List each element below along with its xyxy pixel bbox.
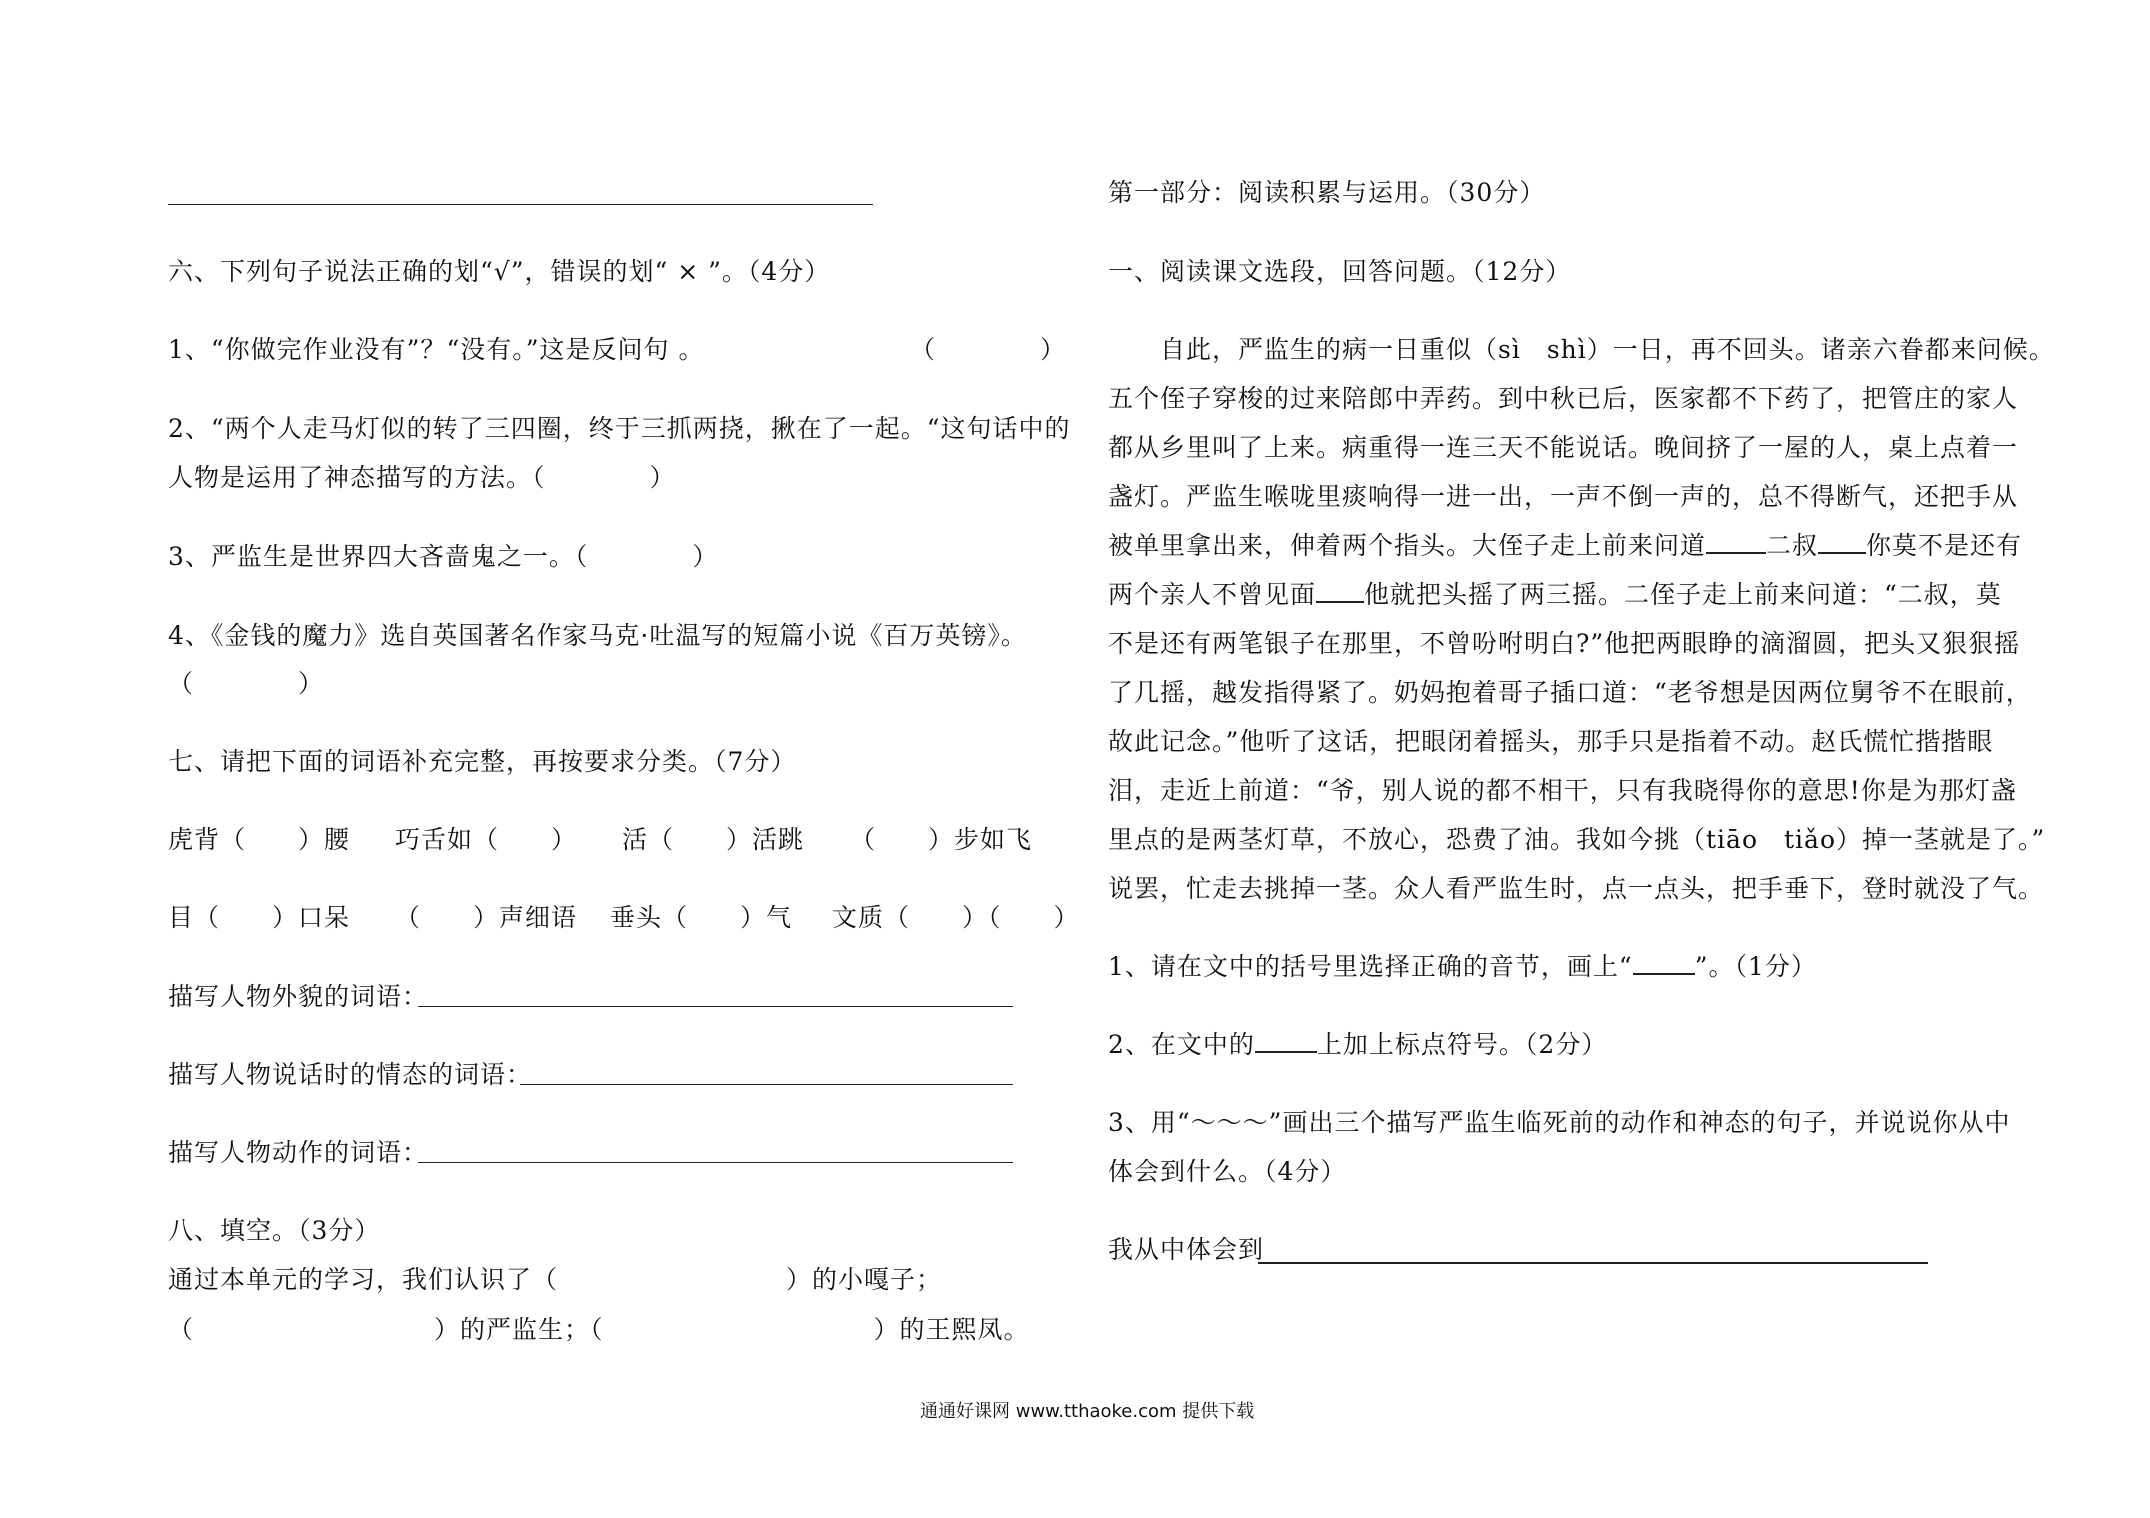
category-action-label: 描写人物动作的词语：	[168, 1138, 429, 1167]
footer-credit: 通通好课网 www.tthaoke.com 提供下载	[920, 1401, 1255, 1422]
passage-line-6: 两个亲人不曾见面 他就把头摇了两三摇。二侄子走上前来问道：“二叔，莫	[1108, 580, 2002, 609]
passage-line-2: 五个侄子穿梭的过来陪郎中弄药。到中秋已后，医家都不下药了，把管庄的家人	[1108, 384, 2019, 413]
idiom-3: 活（ ）活跳	[622, 825, 805, 854]
passage-line-7: 不是还有两笔银子在那里，不曾吩咐明白?”他把两眼睁的滴溜圆，把头又狠狠摇	[1108, 629, 2021, 658]
category-speech-label: 描写人物说话时的情态的词语：	[168, 1060, 533, 1089]
passage-line-4: 盏灯。严监生喉咙里痰响得一进一出，一声不倒一声的，总不得断气，还把手从	[1108, 482, 2019, 511]
idiom-7: 垂头（ ）气	[610, 903, 793, 932]
s6-question-4-line2: （ ）	[168, 669, 325, 698]
s6-question-4-line1: 4、《金钱的魔力》选自英国著名作家马克·吐温写的短篇小说《百万英镑》。	[168, 621, 1027, 650]
punctuation-blank	[1316, 579, 1364, 603]
answer-label: 我从中体会到	[1108, 1235, 1265, 1264]
s6-question-1-paren: （ ）	[910, 335, 1067, 364]
category-appearance-line	[418, 1006, 1013, 1007]
passage-line-8: 了几摇，越发指得紧了。奶妈抱着哥子插口道：“老爷想是因两位舅爷不在眼前，	[1108, 678, 2032, 707]
s8-line-1-end: ）的小嘎子；	[786, 1265, 943, 1294]
passage-line-12: 说罢，忙走去挑掉一茎。众人看严监生时，点一点头，把手垂下，登时就没了气。	[1108, 874, 2045, 903]
underline-sample	[1255, 1029, 1317, 1053]
s8-line-1-start: 通过本单元的学习，我们认识了（	[168, 1265, 559, 1294]
top-answer-line	[168, 204, 873, 205]
reading-question-1: 1、请在文中的括号里选择正确的音节，画上“ ”。（1分）	[1108, 952, 1817, 981]
s8-line-2-end: ）的王熙凤。	[873, 1315, 1030, 1344]
punctuation-blank	[1706, 530, 1766, 554]
answer-line	[1258, 1262, 1928, 1264]
s6-question-2-line2: 人物是运用了神态描写的方法。（ ）	[168, 463, 676, 492]
underline-sample	[1633, 951, 1695, 975]
passage-line-5: 被单里拿出来，伸着两个指头。大侄子走上前来问道 二叔 你莫不是还有	[1108, 531, 2023, 560]
s6-question-1: 1、“你做完作业没有”？“没有。”这是反问句 。	[168, 335, 705, 364]
reading-question-3-line2: 体会到什么。（4分）	[1108, 1157, 1347, 1186]
s8-line-1	[168, 1263, 942, 1297]
section-7-heading: 七、请把下面的词语补充完整，再按要求分类。（7分）	[168, 747, 797, 776]
punctuation-blank	[1818, 530, 1866, 554]
idiom-4: （ ）步如飞	[850, 825, 1033, 854]
idiom-2: 巧舌如（ ）	[395, 825, 578, 854]
section-8-heading: 八、填空。（3分）	[168, 1216, 381, 1245]
reading-question-3-line1: 3、用“～～～”画出三个描写严监生临死前的动作和神态的句子，并说说你从中	[1108, 1108, 2011, 1137]
category-appearance-label: 描写人物外貌的词语：	[168, 982, 429, 1011]
idiom-8: 文质（ ）（ ）	[832, 903, 1080, 932]
category-action-line	[418, 1162, 1013, 1163]
passage-line-3: 都从乡里叫了上来。病重得一连三天不能说话。晚间挤了一屋的人，桌上点着一	[1108, 433, 2019, 462]
s8-line-2	[168, 1313, 1030, 1347]
s8-line-2-mid: ）的严监生；（	[434, 1315, 604, 1344]
category-speech-line	[520, 1084, 1013, 1085]
idiom-1: 虎背（ ）腰	[168, 825, 351, 854]
passage-line-9: 故此记念。”他听了这话，把眼闭着摇头，那手只是指着不动。赵氏慌忙揩揩眼	[1108, 727, 1994, 756]
passage-line-1: 自此，严监生的病一日重似（sì shì）一日，再不回头。诸亲六眷都来问候。	[1108, 335, 2055, 364]
s6-question-3: 3、严监生是世界四大吝啬鬼之一。（ ）	[168, 542, 719, 571]
s6-question-2-line1: 2、“两个人走马灯似的转了三四圈，终于三抓两挠，揪在了一起。“这句话中的	[168, 414, 1071, 443]
passage-line-10: 泪，走近上前道：“爷，别人说的都不相干，只有我晓得你的意思!你是为那灯盏	[1108, 776, 2017, 805]
idiom-5: 目（ ）口呆	[168, 903, 351, 932]
idiom-6: （ ）声细语	[395, 903, 578, 932]
reading-section-heading: 一、阅读课文选段，回答问题。（12分）	[1108, 257, 1572, 286]
section-6-heading: 六、下列句子说法正确的划“√”，错误的划“ × ”。（4分）	[168, 257, 831, 286]
part-1-heading: 第一部分：阅读积累与运用。（30分）	[1108, 178, 1546, 207]
passage-line-11: 里点的是两茎灯草，不放心，恐费了油。我如今挑（tiāo tiǎo）掉一茎就是了。”	[1108, 825, 2046, 854]
reading-question-2: 2、在文中的 上加上标点符号。（2分）	[1108, 1030, 1608, 1059]
s8-line-2-start: （	[168, 1315, 195, 1344]
